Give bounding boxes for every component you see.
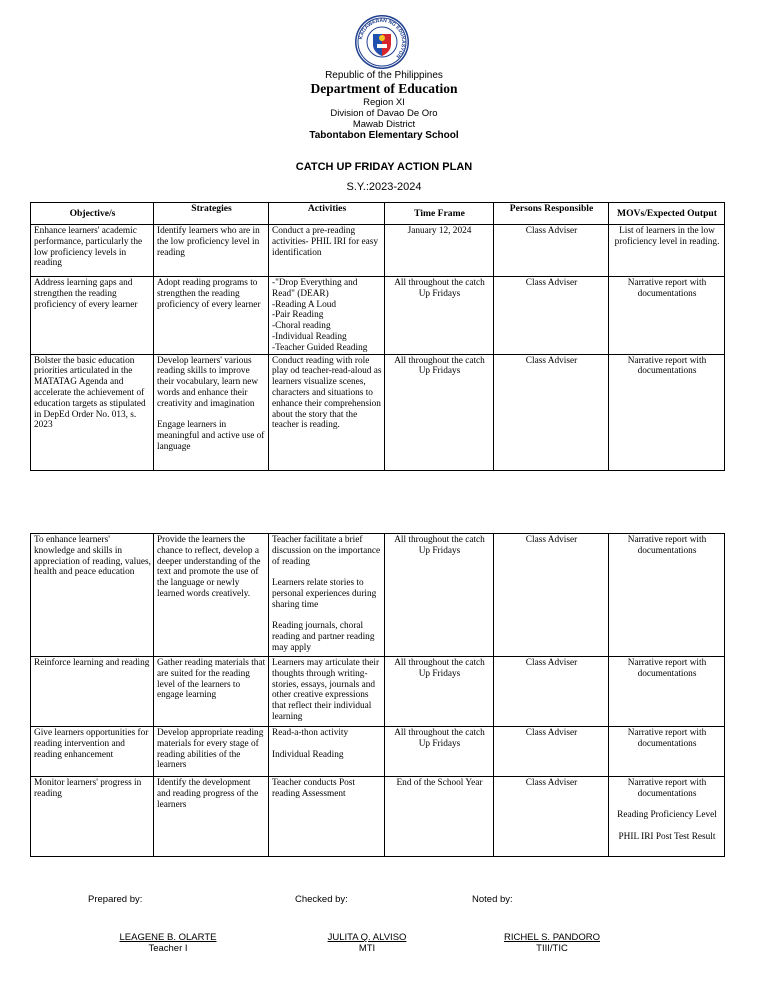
table-row — [31, 777, 725, 857]
seal-text: KAGAWARAN NG EDUKASYON — [358, 17, 407, 59]
objective-cell: Give learners opportunities for reading intervention and reading enhancement — [31, 727, 154, 777]
region-text: Region XI — [363, 97, 405, 108]
checked-by-label: Checked by: — [295, 894, 348, 905]
objective-cell: Bolster the basic education priorities articulated in the MATATAG Agenda and accelerate the achievement of education targets as stipulated in DepEd Order No. 013, s. 2023 — [31, 354, 154, 470]
objective-cell: Enhance learners' academic performance, particularly the low proficiency levels in reading — [31, 225, 154, 277]
persons-cell: Class Adviser — [494, 534, 609, 657]
column-header: Time Frame — [385, 203, 494, 225]
time-frame-cell: All throughout the catch Up Fridays — [385, 657, 494, 727]
school-year: S.Y.:2023-2024 — [346, 181, 422, 193]
persons-cell: Class Adviser — [494, 727, 609, 777]
activities-cell: Conduct a pre-reading activities- PHIL IRI for easy identification — [269, 225, 385, 277]
noter-name: RICHEL S. PANDORO — [503, 932, 601, 943]
column-header: Persons Responsible — [494, 203, 609, 225]
table-row — [31, 277, 725, 355]
preparer-name: LEAGENE B. OLARTE — [119, 932, 217, 943]
table-row — [31, 225, 725, 277]
time-frame-cell: All throughout the catch Up Fridays — [385, 277, 494, 355]
persons-cell: Class Adviser — [494, 657, 609, 727]
activities-cell: Teacher facilitate a brief discussion on the importance of reading Learners relate stories to personal experiences during sharing time Reading journals, choral reading and partner reading may apply — [269, 534, 385, 657]
division-text: Division of Davao De Oro — [330, 108, 438, 119]
persons-cell: Class Adviser — [494, 777, 609, 857]
preparer-position: Teacher I — [148, 943, 188, 954]
district-text: Mawab District — [352, 119, 416, 130]
persons-cell: Class Adviser — [494, 354, 609, 470]
strategies-cell: Identify the development and reading progress of the learners — [154, 777, 269, 857]
school-name: Tabontabon Elementary School — [309, 130, 459, 141]
table-row — [31, 534, 725, 657]
movs-cell: Narrative report with documentations — [609, 277, 725, 355]
table-row — [31, 657, 725, 727]
movs-cell: Narrative report with documentations — [609, 657, 725, 727]
table-header-row — [31, 203, 725, 225]
time-frame-cell: January 12, 2024 — [385, 225, 494, 277]
document-title: CATCH UP FRIDAY ACTION PLAN — [295, 161, 473, 173]
persons-cell: Class Adviser — [494, 225, 609, 277]
prepared-by-block — [88, 932, 248, 954]
checker-position: MTI — [358, 943, 376, 954]
strategies-cell: Develop learners' various reading skills to improve their vocabulary, learn new words and enhance their creativity and imagination Engage learners in meaningful and active use of language — [154, 354, 269, 470]
column-header: MOVs/Expected Output — [609, 203, 725, 225]
checked-by-block — [287, 932, 447, 954]
objective-cell: To enhance learners' knowledge and skills in appreciation of reading, values, health and peace education — [31, 534, 154, 657]
strategies-cell: Gather reading materials that are suited for the reading level of the learners to engage learning — [154, 657, 269, 727]
activities-cell: Teacher conducts Post reading Assessment — [269, 777, 385, 857]
movs-cell: Narrative report with documentations — [609, 727, 725, 777]
persons-cell: Class Adviser — [494, 277, 609, 355]
activities-cell: Conduct reading with role play od teacher-read-aloud as learners visualize scenes, characters and situations to enhance their comprehension about the story that the teacher is reading. — [269, 354, 385, 470]
objective-cell: Address learning gaps and strengthen the reading proficiency of every learner — [31, 277, 154, 355]
activities-cell: -"Drop Everything and Read" (DEAR) -Reading A Loud -Pair Reading -Choral reading -Individual Reading -Teacher Guided Reading — [269, 277, 385, 355]
objective-cell: Reinforce learning and reading — [31, 657, 154, 727]
prepared-by-label: Prepared by: — [88, 894, 143, 905]
table-row — [31, 727, 725, 777]
objective-cell: Monitor learners' progress in reading — [31, 777, 154, 857]
movs-cell: Narrative report with documentations Reading Proficiency Level PHIL IRI Post Test Result — [609, 777, 725, 857]
activities-cell: Read-a-thon activity Individual Reading — [269, 727, 385, 777]
deped-seal-logo — [354, 14, 410, 70]
noted-by-label: Noted by: — [472, 894, 513, 905]
movs-cell: Narrative report with documentations — [609, 534, 725, 657]
movs-cell: List of learners in the low proficiency level in reading. — [609, 225, 725, 277]
action-plan-table-1 — [30, 202, 725, 471]
time-frame-cell: All throughout the catch Up Fridays — [385, 354, 494, 470]
checker-name: JULITA Q. ALVISO — [327, 932, 407, 943]
column-header: Strategies — [154, 203, 269, 225]
strategies-cell: Identify learners who are in the low proficiency level in reading — [154, 225, 269, 277]
republic-text: Republic of the Philippines — [325, 70, 443, 81]
column-header: Objective/s — [31, 203, 154, 225]
noted-by-block — [472, 932, 632, 954]
action-plan-table-2 — [30, 533, 725, 857]
table-row — [31, 354, 725, 470]
movs-cell: Narrative report with documentations — [609, 354, 725, 470]
strategies-cell: Adopt reading programs to strengthen the reading proficiency of every learner — [154, 277, 269, 355]
time-frame-cell: All throughout the catch Up Fridays — [385, 727, 494, 777]
column-header: Activities — [269, 203, 385, 225]
department-title: Department of Education — [310, 81, 458, 96]
strategies-cell: Develop appropriate reading materials for every stage of reading abilities of the learners — [154, 727, 269, 777]
noter-position: TIII/TIC — [536, 943, 568, 954]
activities-cell: Learners may articulate their thoughts through writing-stories, essays, journals and other creative expressions that reflect their individual learning — [269, 657, 385, 727]
time-frame-cell: All throughout the catch Up Fridays — [385, 534, 494, 657]
strategies-cell: Provide the learners the chance to reflect, develop a deeper understanding of the text and promote the use of the language or newly learned words creatively. — [154, 534, 269, 657]
time-frame-cell: End of the School Year — [385, 777, 494, 857]
